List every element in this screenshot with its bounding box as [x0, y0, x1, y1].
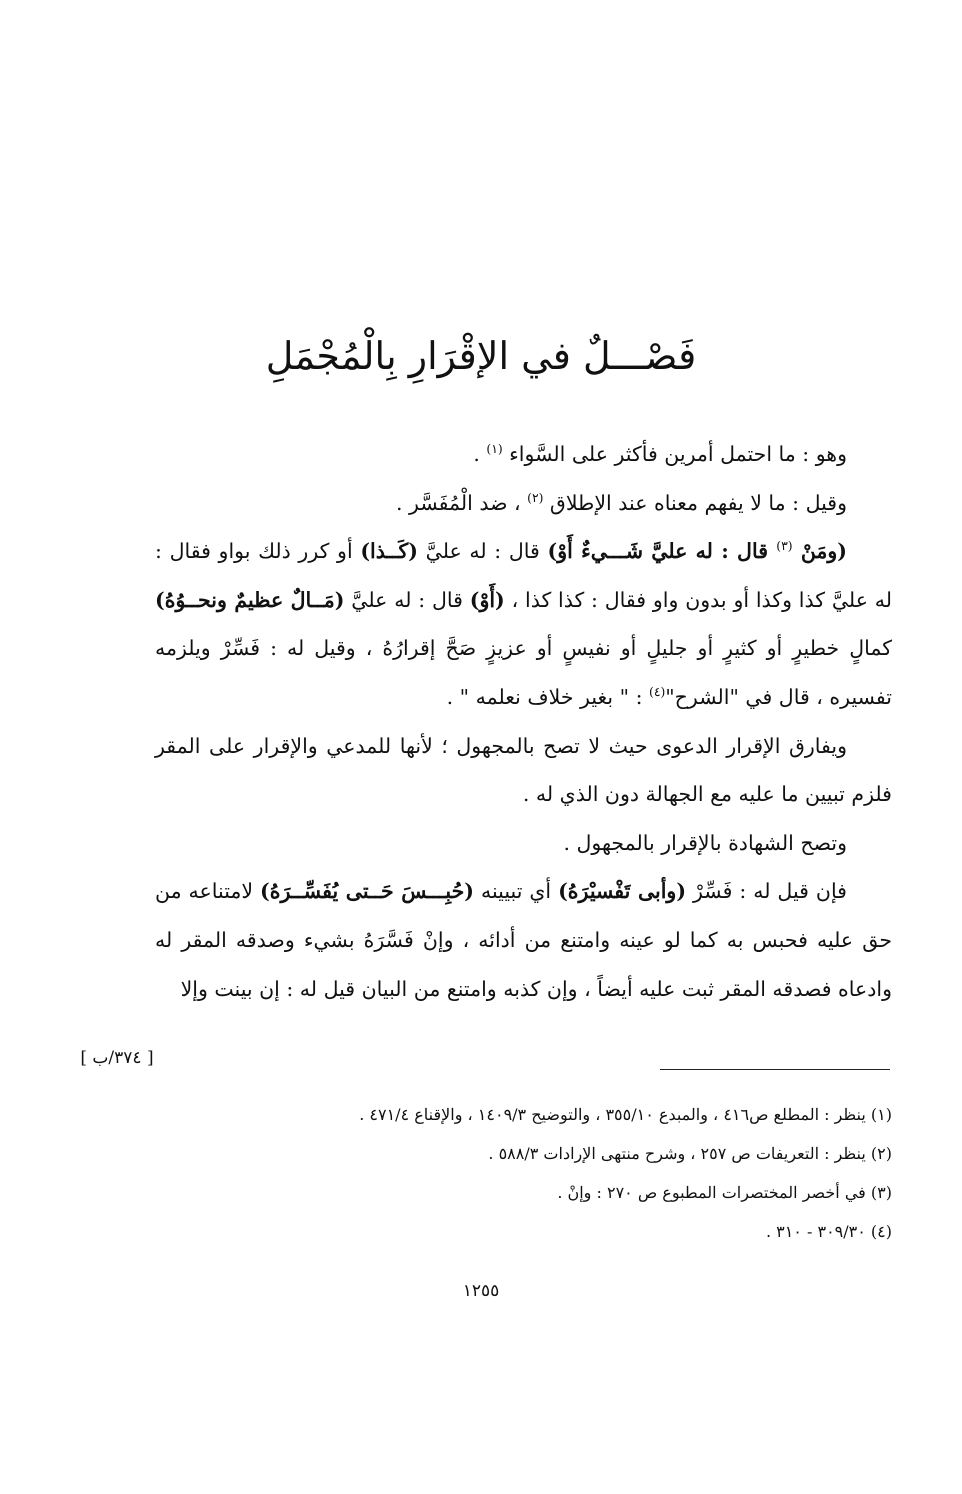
text-run: (كَــذا): [360, 539, 418, 564]
text-run: (مَــالٌ عظيمٌ ونحــوُهُ): [155, 587, 345, 612]
paragraph: [155, 722, 892, 819]
footnote-ref: (٢): [527, 490, 544, 505]
footnote-1: (١) ينظر : المطلع ص٤١٦ ، والمبدع ٣٥٥/١٠ ، والتوضيح ١٤٠٩/٣ ، والإقناع ٤٧١/٤ .: [359, 1105, 892, 1124]
text-run: ، ضد الْمُفَسَّر .: [396, 490, 528, 515]
page-number: ١٢٥٥: [462, 1281, 500, 1301]
main-text: [155, 430, 892, 1013]
footnote-2: (٢) ينظر : التعريفات ص ٢٥٧ ، وشرح منتهى الإرادات ٥٨٨/٣ .: [488, 1144, 892, 1163]
footnote-ref: (١): [486, 442, 503, 457]
text-run: فإن قيل له : فَسِّرْ: [686, 879, 847, 904]
text-run: (وأبى تَفْسيْرَهُ): [558, 879, 687, 904]
text-run: قال : له عليَّ شَـــيءٌ أَوْ): [547, 539, 777, 564]
chapter-heading: فَصْـــلٌ في الإقْرَارِ بِالْمُجْمَلِ: [265, 334, 697, 378]
text-run: قال : له عليَّ: [417, 539, 548, 564]
text-run: لامتناعه من حق عليه فحبس به كما لو عينه وامتنع من أدائه ، وإنْ فَسَّرَهُ بشيء وصدقه المقر له وادعاه فصدقه المقر ثبت عليه أيضاً ، وإن كذبه وامتنع من البيان قيل له : إن بينت وإلا: [155, 879, 892, 1001]
footnotes: [200, 1095, 892, 1251]
text-run: (أَوْ): [469, 587, 505, 612]
paragraph: [155, 479, 892, 528]
text-run: : " بغير خلاف نعلمه " .: [446, 684, 650, 709]
text-run: أي تبيينه: [474, 879, 559, 904]
footnote-3: (٣) في أخصر المختصرات المطبوع ص ٢٧٠ : وإنْ .: [557, 1183, 892, 1202]
text-run: .: [473, 442, 487, 466]
paragraph: [155, 430, 892, 479]
manuscript-folio-note: [ ٣٧٤/ب ]: [80, 1048, 154, 1068]
text-run: وقيل : ما لا يفهم معناه عند الإطلاق: [543, 490, 847, 515]
footnote-separator: [660, 1069, 890, 1070]
paragraph: [155, 867, 892, 1013]
text-run: قال : له عليَّ: [344, 587, 470, 612]
text-run: (حُبِـــسَ حَــتى يُفَسِّــرَهُ): [260, 879, 474, 904]
text-run: أو كرر ذلك بواو فقال : له عليَّ كذا وكذا أو بدون واو فقال : كذا كذا ،: [155, 539, 892, 612]
text-run: وتصح الشهادة بالإقرار بالمجهول .: [563, 830, 847, 855]
text-run: (ومَنْ: [792, 539, 848, 564]
footnote-ref: (٤): [649, 685, 666, 700]
paragraph: [155, 527, 892, 721]
text-run: ويفارق الإقرار الدعوى حيث لا تصح بالمجهول ؛ لأنها للمدعي والإقرار على المقر فلزم تبيين ما عليه مع الجهالة دون الذي له .: [155, 733, 892, 807]
text-run: وهو : ما احتمل أمرين فأكثر على السَّواء: [502, 442, 847, 466]
footnote-4: (٤) ٣٠٩/٣٠ - ٣١٠ .: [765, 1222, 892, 1241]
footnote-ref: (٣): [776, 539, 793, 554]
text-run: كمالٍ خطيرٍ أو كثيرٍ أو جليلٍ أو نفيسٍ أو عزيزٍ صَحَّ إقرارُهُ ، وقيل له : فَسِّرْ ويلزمه تفسيره ، قال في "الشرح": [155, 636, 892, 709]
paragraph: [155, 819, 892, 868]
